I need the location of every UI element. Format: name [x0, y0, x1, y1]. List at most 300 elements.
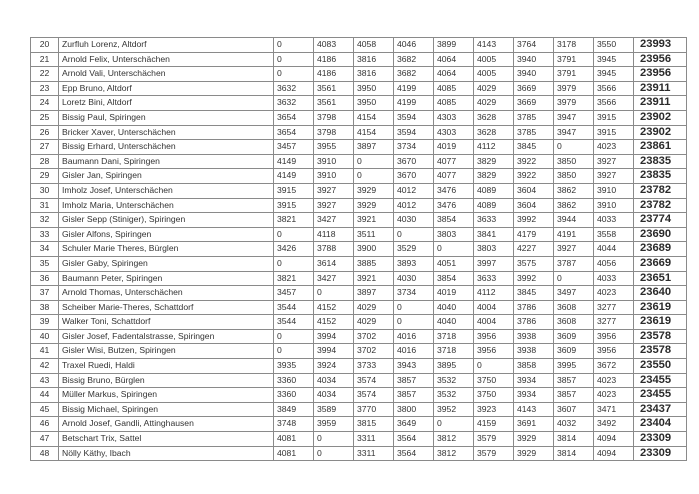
total-score-cell: 23437	[634, 402, 687, 417]
score-cell: 3922	[514, 154, 554, 169]
score-cell: 3574	[354, 373, 394, 388]
score-cell: 4199	[394, 81, 434, 96]
score-cell: 3786	[514, 300, 554, 315]
score-cell: 3821	[274, 213, 314, 228]
score-cell: 4034	[314, 388, 354, 403]
table-row	[31, 271, 687, 286]
participant-name-cell: Loretz Bini, Altdorf	[59, 96, 274, 111]
score-cell: 3915	[274, 198, 314, 213]
score-cell: 3604	[514, 198, 554, 213]
score-cell: 4023	[594, 286, 634, 301]
participant-name-cell: Imholz Josef, Unterschächen	[59, 183, 274, 198]
participant-name-cell: Epp Bruno, Altdorf	[59, 81, 274, 96]
score-cell: 3959	[314, 417, 354, 432]
score-cell: 3927	[314, 183, 354, 198]
score-cell: 3511	[354, 227, 394, 242]
score-cell: 4152	[314, 300, 354, 315]
score-cell: 4149	[274, 169, 314, 184]
score-cell: 4154	[354, 110, 394, 125]
table-row	[31, 242, 687, 257]
rank-cell: 35	[31, 256, 59, 271]
score-cell: 3702	[354, 329, 394, 344]
participant-name-cell: Gisler Gaby, Spiringen	[59, 256, 274, 271]
score-cell: 3850	[554, 154, 594, 169]
total-score-cell: 23651	[634, 271, 687, 286]
rank-cell: 36	[31, 271, 59, 286]
score-cell: 3734	[394, 286, 434, 301]
score-cell: 3427	[314, 271, 354, 286]
score-cell: 4058	[354, 38, 394, 53]
score-cell: 4077	[434, 169, 474, 184]
score-cell: 3895	[434, 359, 474, 374]
score-cell: 4112	[474, 286, 514, 301]
score-cell: 3803	[434, 227, 474, 242]
score-cell: 4227	[514, 242, 554, 257]
score-cell: 3277	[594, 300, 634, 315]
score-cell: 3608	[554, 315, 594, 330]
score-cell: 3923	[474, 402, 514, 417]
score-cell: 3785	[514, 110, 554, 125]
score-cell: 0	[554, 140, 594, 155]
score-cell: 3857	[394, 373, 434, 388]
score-cell: 3816	[354, 67, 394, 82]
rank-cell: 24	[31, 96, 59, 111]
score-cell: 3682	[394, 52, 434, 67]
score-cell: 3544	[274, 300, 314, 315]
table-row	[31, 38, 687, 53]
score-cell: 3924	[314, 359, 354, 374]
score-cell: 3910	[594, 183, 634, 198]
table-row	[31, 256, 687, 271]
table-row	[31, 198, 687, 213]
participant-name-cell: Gisler Josef, Fadentalstrasse, Spiringen	[59, 329, 274, 344]
score-cell: 4051	[434, 256, 474, 271]
total-score-cell: 23774	[634, 213, 687, 228]
score-cell: 3734	[394, 140, 434, 155]
score-cell: 0	[274, 256, 314, 271]
score-cell: 4012	[394, 183, 434, 198]
total-score-cell: 23309	[634, 446, 687, 461]
score-cell: 4012	[394, 198, 434, 213]
score-cell: 0	[394, 227, 434, 242]
participant-name-cell: Bissig Michael, Spiringen	[59, 402, 274, 417]
score-cell: 4191	[554, 227, 594, 242]
score-cell: 3457	[274, 140, 314, 155]
total-score-cell: 23455	[634, 373, 687, 388]
score-cell: 3929	[354, 183, 394, 198]
total-score-cell: 23455	[634, 388, 687, 403]
score-cell: 3812	[434, 446, 474, 461]
score-cell: 3311	[354, 446, 394, 461]
score-cell: 3950	[354, 81, 394, 96]
table-row	[31, 446, 687, 461]
score-cell: 4004	[474, 300, 514, 315]
score-cell: 3579	[474, 446, 514, 461]
table-row	[31, 140, 687, 155]
score-cell: 3558	[594, 227, 634, 242]
score-cell: 3614	[314, 256, 354, 271]
score-cell: 0	[434, 417, 474, 432]
score-cell: 4034	[314, 373, 354, 388]
score-cell: 3750	[474, 373, 514, 388]
score-cell: 0	[394, 300, 434, 315]
table-row	[31, 432, 687, 447]
score-cell: 3935	[274, 359, 314, 374]
participant-name-cell: Scheiber Marie-Theres, Schattdorf	[59, 300, 274, 315]
table-row	[31, 81, 687, 96]
score-cell: 3927	[314, 198, 354, 213]
score-cell: 4004	[474, 315, 514, 330]
score-cell: 4056	[594, 256, 634, 271]
rank-cell: 33	[31, 227, 59, 242]
score-cell: 3854	[434, 271, 474, 286]
participant-name-cell: Baumann Peter, Spiringen	[59, 271, 274, 286]
score-cell: 4029	[354, 315, 394, 330]
score-cell: 3900	[354, 242, 394, 257]
score-cell: 4159	[474, 417, 514, 432]
score-cell: 3748	[274, 417, 314, 432]
score-cell: 3770	[354, 402, 394, 417]
table-row	[31, 154, 687, 169]
score-cell: 3566	[594, 81, 634, 96]
score-cell: 3862	[554, 183, 594, 198]
rank-cell: 38	[31, 300, 59, 315]
score-cell: 4046	[394, 38, 434, 53]
participant-name-cell: Walker Toni, Schattdorf	[59, 315, 274, 330]
score-cell: 3885	[354, 256, 394, 271]
score-cell: 0	[354, 154, 394, 169]
total-score-cell: 23578	[634, 329, 687, 344]
score-cell: 4143	[514, 402, 554, 417]
table-row	[31, 359, 687, 374]
score-cell: 3426	[274, 242, 314, 257]
score-cell: 4112	[474, 140, 514, 155]
score-cell: 0	[274, 329, 314, 344]
score-cell: 3915	[594, 110, 634, 125]
score-cell: 4016	[394, 344, 434, 359]
score-cell: 3910	[594, 198, 634, 213]
score-cell: 3952	[434, 402, 474, 417]
score-cell: 4085	[434, 81, 474, 96]
score-cell: 3922	[514, 169, 554, 184]
score-cell: 3992	[514, 271, 554, 286]
score-cell: 4081	[274, 446, 314, 461]
score-cell: 4019	[434, 286, 474, 301]
score-cell: 3934	[514, 388, 554, 403]
score-cell: 4089	[474, 183, 514, 198]
score-cell: 3457	[274, 286, 314, 301]
participant-name-cell: Baumann Dani, Spiringen	[59, 154, 274, 169]
score-cell: 3915	[594, 125, 634, 140]
score-cell: 3994	[314, 329, 354, 344]
score-cell: 4081	[274, 432, 314, 447]
score-cell: 3854	[434, 213, 474, 228]
table-row	[31, 67, 687, 82]
score-cell: 3893	[394, 256, 434, 271]
score-cell: 0	[474, 359, 514, 374]
participant-name-cell: Traxel Ruedi, Haldi	[59, 359, 274, 374]
score-cell: 4019	[434, 140, 474, 155]
rank-cell: 43	[31, 373, 59, 388]
score-cell: 3910	[314, 169, 354, 184]
score-cell: 3845	[514, 140, 554, 155]
score-cell: 3821	[274, 271, 314, 286]
score-cell: 0	[314, 286, 354, 301]
score-cell: 3910	[314, 154, 354, 169]
total-score-cell: 23782	[634, 198, 687, 213]
score-cell: 3550	[594, 38, 634, 53]
score-cell: 3532	[434, 373, 474, 388]
total-score-cell: 23782	[634, 183, 687, 198]
score-cell: 3594	[394, 125, 434, 140]
score-cell: 3956	[594, 329, 634, 344]
score-cell: 3921	[354, 271, 394, 286]
score-cell: 3497	[554, 286, 594, 301]
score-cell: 4029	[474, 96, 514, 111]
score-cell: 3564	[394, 446, 434, 461]
score-cell: 3277	[594, 315, 634, 330]
score-cell: 4143	[474, 38, 514, 53]
score-cell: 3997	[474, 256, 514, 271]
participant-name-cell: Imholz Maria, Unterschächen	[59, 198, 274, 213]
score-cell: 3589	[314, 402, 354, 417]
score-cell: 3994	[314, 344, 354, 359]
total-score-cell: 23640	[634, 286, 687, 301]
score-cell: 3471	[594, 402, 634, 417]
score-cell: 4154	[354, 125, 394, 140]
score-cell: 3718	[434, 329, 474, 344]
score-cell: 3899	[434, 38, 474, 53]
score-cell: 3529	[394, 242, 434, 257]
score-cell: 3654	[274, 110, 314, 125]
score-cell: 4033	[594, 213, 634, 228]
score-cell: 3360	[274, 388, 314, 403]
score-cell: 3632	[274, 81, 314, 96]
score-cell: 3940	[514, 67, 554, 82]
score-cell: 0	[354, 169, 394, 184]
score-cell: 3857	[554, 373, 594, 388]
score-cell: 4199	[394, 96, 434, 111]
rank-cell: 40	[31, 329, 59, 344]
score-cell: 4005	[474, 67, 514, 82]
score-cell: 3594	[394, 110, 434, 125]
score-cell: 3787	[554, 256, 594, 271]
score-cell: 3955	[314, 140, 354, 155]
total-score-cell: 23861	[634, 140, 687, 155]
score-cell: 3943	[394, 359, 434, 374]
rank-cell: 48	[31, 446, 59, 461]
table-row	[31, 315, 687, 330]
score-cell: 3927	[594, 169, 634, 184]
score-cell: 3632	[274, 96, 314, 111]
total-score-cell: 23911	[634, 81, 687, 96]
score-cell: 3841	[474, 227, 514, 242]
score-cell: 3691	[514, 417, 554, 432]
score-cell: 3921	[354, 213, 394, 228]
score-cell: 3544	[274, 315, 314, 330]
total-score-cell: 23902	[634, 110, 687, 125]
score-cell: 3945	[594, 52, 634, 67]
score-cell: 3803	[474, 242, 514, 257]
score-cell: 4032	[554, 417, 594, 432]
score-cell: 3476	[434, 183, 474, 198]
participant-name-cell: Bricker Xaver, Unterschächen	[59, 125, 274, 140]
total-score-cell: 23902	[634, 125, 687, 140]
score-cell: 3934	[514, 373, 554, 388]
score-cell: 3791	[554, 67, 594, 82]
score-cell: 3566	[594, 96, 634, 111]
rank-cell: 46	[31, 417, 59, 432]
score-cell: 4186	[314, 67, 354, 82]
table-row	[31, 96, 687, 111]
score-cell: 3476	[434, 198, 474, 213]
score-cell: 3670	[394, 154, 434, 169]
score-cell: 3427	[314, 213, 354, 228]
score-cell: 3360	[274, 373, 314, 388]
score-cell: 3929	[514, 446, 554, 461]
score-cell: 3814	[554, 446, 594, 461]
table-row	[31, 227, 687, 242]
score-cell: 3850	[554, 169, 594, 184]
score-cell: 4303	[434, 110, 474, 125]
score-cell: 4040	[434, 300, 474, 315]
table-row	[31, 183, 687, 198]
rank-cell: 29	[31, 169, 59, 184]
score-cell: 3561	[314, 81, 354, 96]
score-cell: 0	[394, 315, 434, 330]
score-cell: 3669	[514, 96, 554, 111]
score-cell: 3798	[314, 110, 354, 125]
participant-name-cell: Arnold Thomas, Unterschächen	[59, 286, 274, 301]
score-cell: 3750	[474, 388, 514, 403]
score-cell: 3938	[514, 344, 554, 359]
score-cell: 3579	[474, 432, 514, 447]
participant-name-cell: Gisler Alfons, Spiringen	[59, 227, 274, 242]
table-row	[31, 373, 687, 388]
total-score-cell: 23550	[634, 359, 687, 374]
table-row	[31, 388, 687, 403]
score-cell: 3944	[554, 213, 594, 228]
participant-name-cell: Gisler Sepp (Stiniger), Spiringen	[59, 213, 274, 228]
score-cell: 3956	[474, 344, 514, 359]
rank-cell: 32	[31, 213, 59, 228]
rank-cell: 20	[31, 38, 59, 53]
total-score-cell: 23956	[634, 52, 687, 67]
participant-name-cell: Gisler Jan, Spiringen	[59, 169, 274, 184]
participant-name-cell: Zurfluh Lorenz, Altdorf	[59, 38, 274, 53]
score-cell: 4064	[434, 52, 474, 67]
score-cell: 3532	[434, 388, 474, 403]
participant-name-cell: Nölly Käthy, Ibach	[59, 446, 274, 461]
score-cell: 4030	[394, 213, 434, 228]
rank-cell: 42	[31, 359, 59, 374]
rank-cell: 22	[31, 67, 59, 82]
score-cell: 4094	[594, 432, 634, 447]
table-row	[31, 402, 687, 417]
score-cell: 3672	[594, 359, 634, 374]
score-cell: 3814	[554, 432, 594, 447]
rank-cell: 37	[31, 286, 59, 301]
score-cell: 4152	[314, 315, 354, 330]
total-score-cell: 23956	[634, 67, 687, 82]
score-cell: 3633	[474, 213, 514, 228]
score-cell: 0	[274, 344, 314, 359]
rank-cell: 27	[31, 140, 59, 155]
table-row	[31, 344, 687, 359]
score-cell: 3492	[594, 417, 634, 432]
score-cell: 3829	[474, 169, 514, 184]
total-score-cell: 23578	[634, 344, 687, 359]
score-cell: 3956	[594, 344, 634, 359]
score-cell: 3607	[554, 402, 594, 417]
score-cell: 0	[274, 38, 314, 53]
rank-cell: 23	[31, 81, 59, 96]
score-cell: 3829	[474, 154, 514, 169]
table-row	[31, 286, 687, 301]
total-score-cell: 23993	[634, 38, 687, 53]
total-score-cell: 23619	[634, 315, 687, 330]
total-score-cell: 23669	[634, 256, 687, 271]
results-table	[30, 37, 687, 461]
score-cell: 4029	[474, 81, 514, 96]
score-cell: 3927	[594, 154, 634, 169]
score-cell: 3816	[354, 52, 394, 67]
score-cell: 3947	[554, 110, 594, 125]
score-cell: 3561	[314, 96, 354, 111]
total-score-cell: 23404	[634, 417, 687, 432]
rank-cell: 21	[31, 52, 59, 67]
score-cell: 3788	[314, 242, 354, 257]
total-score-cell: 23309	[634, 432, 687, 447]
score-cell: 3940	[514, 52, 554, 67]
score-cell: 0	[274, 52, 314, 67]
score-cell: 0	[314, 446, 354, 461]
score-cell: 4033	[594, 271, 634, 286]
score-cell: 3575	[514, 256, 554, 271]
participant-name-cell: Arnold Josef, Gandli, Attinghausen	[59, 417, 274, 432]
rank-cell: 47	[31, 432, 59, 447]
total-score-cell: 23835	[634, 154, 687, 169]
participant-name-cell: Arnold Vali, Unterschächen	[59, 67, 274, 82]
score-cell: 3564	[394, 432, 434, 447]
score-cell: 3702	[354, 344, 394, 359]
rank-cell: 26	[31, 125, 59, 140]
score-cell: 4118	[314, 227, 354, 242]
score-cell: 3604	[514, 183, 554, 198]
rank-cell: 44	[31, 388, 59, 403]
participant-name-cell: Bissig Bruno, Bürglen	[59, 373, 274, 388]
participant-name-cell: Schuler Marie Theres, Bürglen	[59, 242, 274, 257]
score-cell: 3897	[354, 286, 394, 301]
participant-name-cell: Müller Markus, Spiringen	[59, 388, 274, 403]
rank-cell: 45	[31, 402, 59, 417]
total-score-cell: 23689	[634, 242, 687, 257]
score-cell: 3915	[274, 183, 314, 198]
participant-name-cell: Gisler Wisi, Butzen, Spiringen	[59, 344, 274, 359]
score-cell: 4149	[274, 154, 314, 169]
score-cell: 3849	[274, 402, 314, 417]
results-body	[31, 38, 687, 461]
table-row	[31, 110, 687, 125]
score-cell: 3845	[514, 286, 554, 301]
score-cell: 4023	[594, 140, 634, 155]
score-cell: 3979	[554, 96, 594, 111]
score-cell: 4089	[474, 198, 514, 213]
score-cell: 3633	[474, 271, 514, 286]
score-cell: 3995	[554, 359, 594, 374]
score-cell: 3956	[474, 329, 514, 344]
score-cell: 4005	[474, 52, 514, 67]
